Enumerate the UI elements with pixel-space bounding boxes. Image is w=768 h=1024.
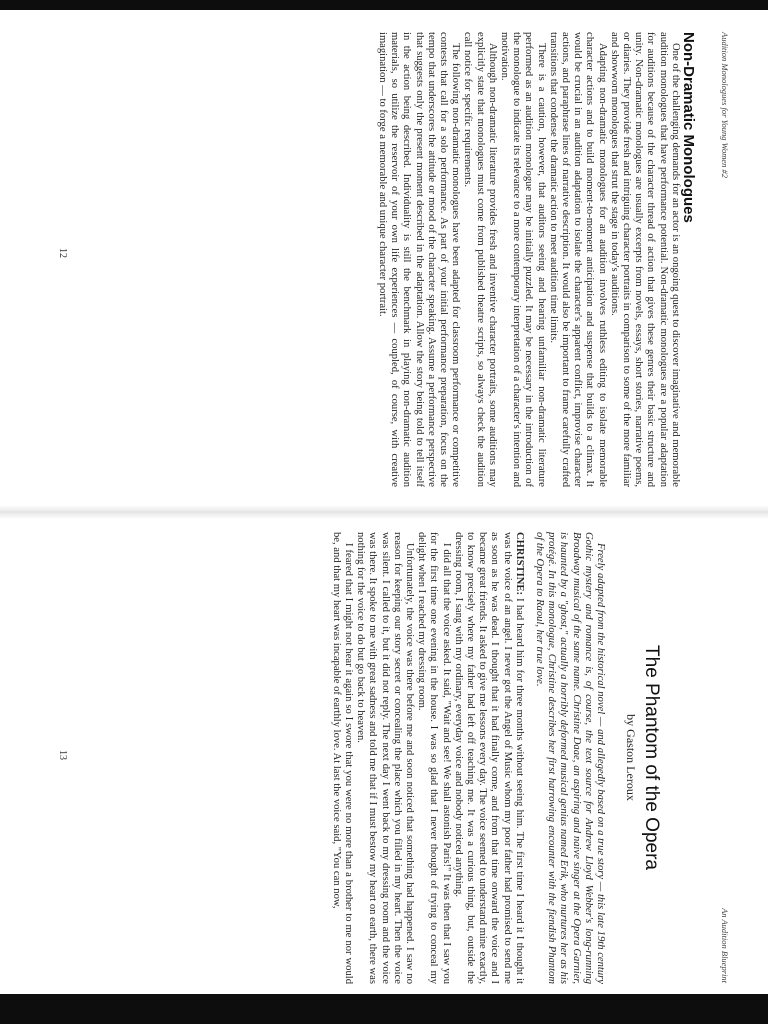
- paragraph: I feared that I might not hear it again so I swore that you were no more than a brother to me nor would be, and that my heart was incapable of earthly love. At last the voice said, "You can now,: [330, 532, 354, 984]
- paragraph: Unfortunately, the voice was there before me and soon noticed that something had happened. I saw no reason for keeping our story secret or concealing the place which you filled in my heart. Then the voice was silent. I called to it, but it did not reply. The next day I went back to my dressing room and the voice was there. It spoke to me with great sadness and told me that if I must bestow my heart on earth, there was nothing for the voice to do but go back to heaven.: [355, 532, 415, 984]
- paragraph: Although non-dramatic literature provides fresh and inventive character portraits, some auditions may explicitly state that monologues must come from published theatre scripts, so always check the audition call notice for specific requirements.: [462, 32, 498, 487]
- page-12-body: [376, 32, 697, 487]
- running-head-right: An Audition Blueprint: [720, 908, 730, 983]
- play-author: by Gaston Leroux: [624, 714, 638, 801]
- paragraph: Adapting non-dramatic monologues for an audition involves ruthless editing to isolate memorable character actions and to build moment-to-moment anticipation and suspense that builds to a climax. It would be crucial in an audition adaptation to isolate the character's apparent conflict, improvise character actions, and paraphrase lines of narrative description. It would also be important to frame carefully crafted transitions that condense the dramatic action to meet audition time limits.: [547, 32, 608, 487]
- scan-top-border: [0, 0, 768, 10]
- monologue-first-paragraph: [452, 532, 525, 984]
- paragraph: One of the challenging demands for an actor is an ongoing quest to discover imaginative and memorable audition monologues that have performance potential. Non-dramatic monologues are a popular adaptation for auditions because of the character thread of action that gives these genres their basic structure and unity. Non-dramatic monologues are usually excerpts from novels, essays, short stories, narrative poems, or diaries. They provide fresh and intriguing character portraits in comparison to some of the more familiar and showworn monologues that strut the stage in today's auditions.: [608, 32, 681, 487]
- page-number: 13: [57, 750, 68, 760]
- book-spine-gutter: [0, 505, 768, 519]
- book-page-13: [58, 530, 730, 985]
- paragraph: The following non-dramatic monologues have been adapted for classroom performance or competitive contests that call for a solo performance. As part of your initial performance preparation, focus on the tempo that underscores the attitude or mood of the character speaking. Assume a performance perspective that suggests only the present moment described in the adaptation. Allow the story being told to tell itself in the action being described. Individuality is still the benchmark in playing non-dramatic audition materials, so utilize the reservoir of your own life experiences — coupled, of course, with creative imagination — to forge a memorable and unique character portrait.: [376, 32, 462, 487]
- paragraph: There is a caution, however, that auditors seeing and hearing unfamiliar non-dramatic literature performed as an audition monologue may be initially puzzled. It may be necessary in the introduction of the monologue to indicate its relevance to a more contemporary interpretation of a character's intention and motivation.: [498, 32, 547, 487]
- running-head-left: Audition Monologues for Young Women #2: [720, 32, 730, 179]
- book-page-12: [58, 28, 730, 488]
- section-heading: Non-Dramatic Monologues: [680, 32, 697, 223]
- speaker-name: CHRISTINE:: [513, 532, 525, 595]
- paragraph: I did all that the voice asked. It said, "Wait and see! We shall astonish Paris!" It was then that I saw you for the first time one evening in the house. I was so glad that I never thought of trying to conceal my delight when I reached my dressing room.: [416, 532, 452, 984]
- monologue-introduction: Freely adapted from the historical novel — and allegedly based on a true story — this late 19th century Gothic mystery and romance is, of course, the text source for Andrew Lloyd Webber's long-running Broadway musical of the same name. Christine Daae, an aspiring and naive singer at the Opera Garnier, is haunted by a "ghost," actually a horribly deformed musical genius named Erik, who nurtures her as his protégé. In this monologue, Christine describes her first harrowing encounter with the fiendish Phantom of the Opera to Raoul, her true love.: [533, 532, 606, 984]
- scan-bottom-border: [0, 994, 768, 1024]
- page-number: 12: [57, 248, 68, 258]
- paragraph-text: I had heard him for three months without seeing him. The first time I heard it I thought it was the voice of an angel. I never got the Angel of Music whom my poor father had promised to send me as soon as he was dead. I thought that it had finally come, and from that time onward the voice and I became great friends. It asked to give me lessons every day. The voice seemed to understand mine exactly, to know precisely where my father had left off teaching me. It was a curious thing, but, outside the dressing room, I sang with my ordinary, everyday voice and nobody noticed anything.: [452, 532, 525, 985]
- play-title: The Phantom of the Opera: [641, 645, 662, 870]
- page-13-body: [330, 532, 606, 984]
